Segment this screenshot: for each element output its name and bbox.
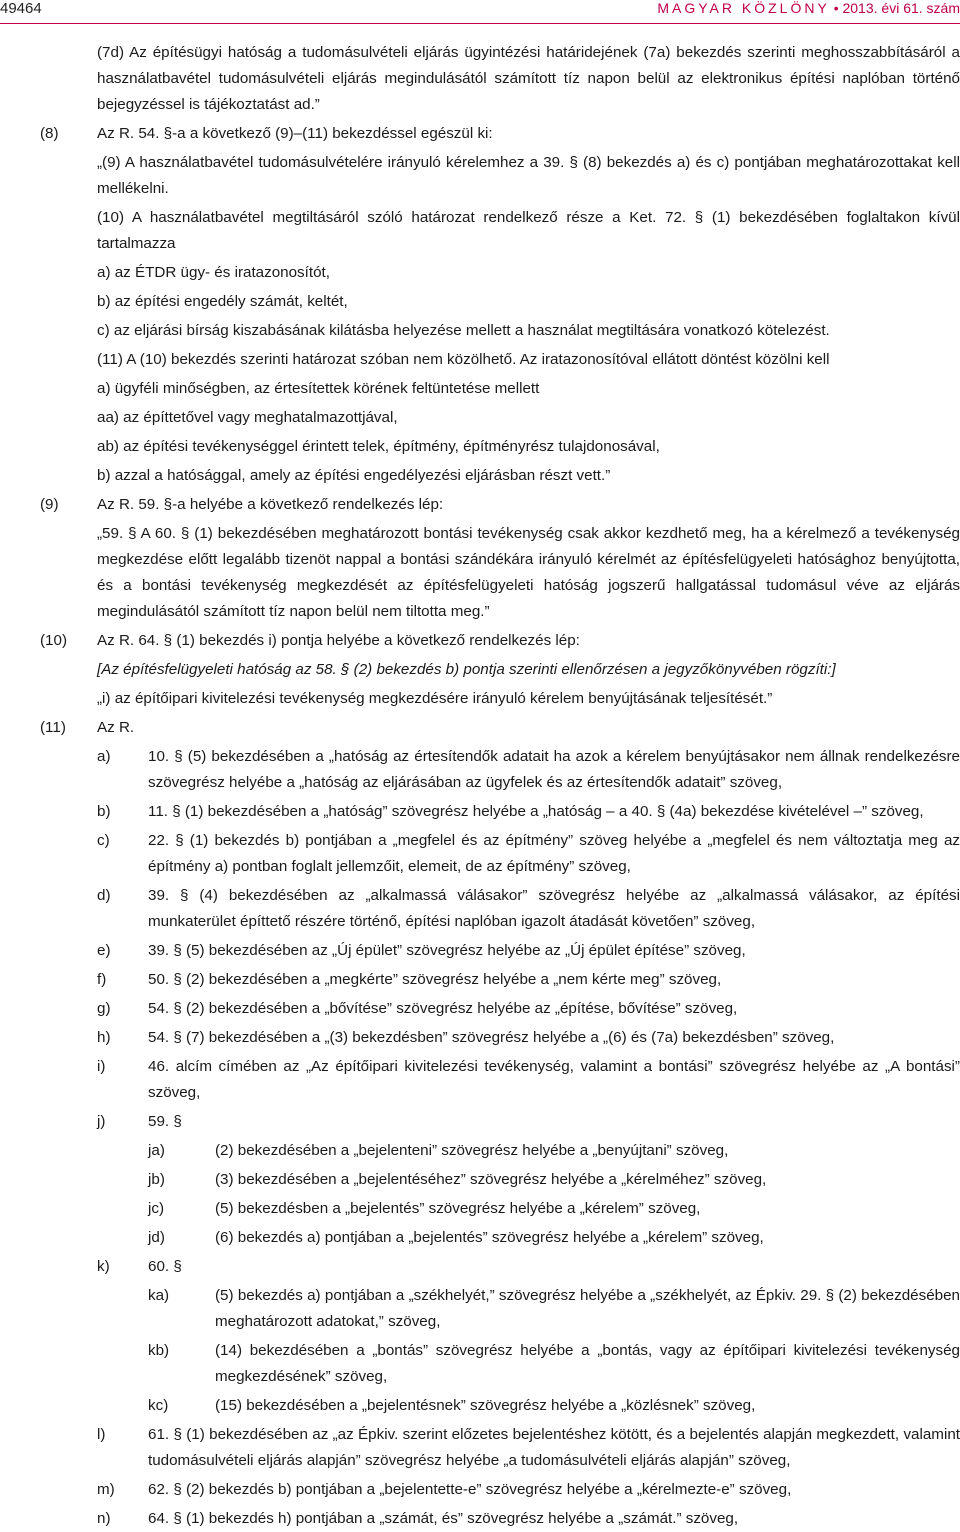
paragraph-59: „59. § A 60. § (1) bekezdésében meghatározott bontási tevékenység csak akkor kezdhető meg, ha a kérelmező a tevékenység megkezdése előtt legalább tizenöt nappal a bontási szándékára irányuló kérelmét az építésfelügyeleti hatósághoz benyújtotta, és a bontási tevékenység megkezdését az építésfelügyeleti hatóság jogszerű hallgatással tudomásul véve az eljárás megindulásától számított tíz napon belül nem tiltotta meg.” (97, 525, 960, 620)
section-number: (11) (40, 719, 66, 736)
amendment-item-c: c) 22. § (1) bekezdés b) pontjában a „megfelel és az építmény” szöveg helyébe a „megfelel és nem változtatja meg az építmény a) pontban foglalt jellemzőit, elemeit, de az építmény” szöveg, (0, 828, 960, 880)
amendment-item-b: b) 11. § (1) bekezdésében a „hatóság” szövegrész helyébe a „hatóság – a 40. § (4a) bekezdése kivételével –” szöveg, (0, 799, 960, 825)
subitem-label: jd) (148, 1229, 165, 1246)
list-item-b: b) azzal a hatósággal, amely az építési engedélyezési eljárásban részt vett.” (97, 467, 611, 484)
amendment-item-a: a) 10. § (5) bekezdésében a „hatóság az értesítendők adatait ha azok a kérelem benyújtásakor nem állnak rendelkezésre szövegrész helyébe a „hatóság az eljárásában az ügyfelek és az értesítendők adatait” szöveg, (0, 744, 960, 796)
paragraph-64-i: „i) az építőipari kivitelezési tevékenység megkezdésére irányuló kérelem benyújtásának teljesítését.” (97, 690, 773, 707)
amendment-subitem-jb: jb) (3) bekezdésében a „bejelentéséhez” szövegrész helyébe a „kérelméhez” szöveg, (0, 1167, 960, 1193)
header-rule (0, 23, 960, 24)
list-item-aa: aa) az építtetővel vagy meghatalmazottjával, (97, 409, 398, 426)
list-item-c: c) az eljárási bírság kiszabásának kilátásba helyezése mellett a használat megtiltására vonatkozó kötelezést. (97, 322, 830, 339)
paragraph-10: (10) A használatbavétel megtiltásáról szóló határozat rendelkező része a Ket. 72. § (1) bekezdésében foglaltakon kívül tartalmazza (97, 209, 960, 252)
amendment-item-d: d) 39. § (4) bekezdésében az „alkalmassá válásakor” szövegrész helyébe az „alkalmassá válásakor, az építési munkaterület építtető részére történő, építési naplóban igazolt átadását követően” szöveg, (0, 883, 960, 935)
item-label: i) (97, 1058, 106, 1075)
section-10: (10) Az R. 64. § (1) bekezdés i) pontja helyébe a következő rendelkezés lép: (0, 628, 960, 654)
page-header (0, 0, 960, 26)
list-item-a: a) az ÉTDR ügy- és iratazonosítót, (97, 264, 330, 281)
amendment-item-e: e) 39. § (5) bekezdésében az „Új épület” szövegrész helyébe az „Új épület építése” szöveg, (0, 938, 960, 964)
item-label: d) (97, 887, 111, 904)
item-label: l) (97, 1426, 106, 1443)
list-item-ab: ab) az építési tevékenységgel érintett telek, építmény, építményrész tulajdonosával, (97, 438, 660, 455)
item-label: n) (97, 1510, 111, 1527)
item-label: f) (97, 971, 107, 988)
list-item-a: a) ügyféli minőségben, az értesítettek körének feltüntetése mellett (97, 380, 540, 397)
page-number: 49464 (0, 0, 42, 17)
amendment-item-i: i) 46. alcím címében az „Az építőipari kivitelezési tevékenység, valamint a bontási” szövegrész helyébe az „A bontási” szöveg, (0, 1054, 960, 1106)
amendment-item-j: j) 59. § (0, 1109, 960, 1135)
amendment-item-h: h) 54. § (7) bekezdésében a „(3) bekezdésben” szövegrész helyébe a „(6) és (7a) bekezdésben” szöveg, (0, 1025, 960, 1051)
amendment-subitem-jd: jd) (6) bekezdés a) pontjában a „bejelentés” szövegrész helyébe a „kérelem” szöveg, (0, 1225, 960, 1251)
section-number: (8) (40, 125, 59, 142)
amendment-subitem-ka: ka) (5) bekezdés a) pontjában a „székhelyét,” szövegrész helyébe a „székhelyét, az Épkiv. 29. § (2) bekezdésében meghatározott adatokat,” szöveg, (0, 1283, 960, 1335)
subitem-label: ja) (148, 1142, 165, 1159)
amendment-item-n: n) 64. § (1) bekezdés h) pontjában a „számát, és” szövegrész helyébe a „számát.” szöveg, (0, 1506, 960, 1532)
item-label: j) (97, 1113, 106, 1130)
item-label: h) (97, 1029, 111, 1046)
amendment-item-g: g) 54. § (2) bekezdésében a „bővítése” szövegrész helyébe az „építése, bővítése” szöveg, (0, 996, 960, 1022)
publication-name: MAGYAR KÖZLÖNY (657, 0, 830, 16)
amendment-item-k: k) 60. § (0, 1254, 960, 1280)
item-label: g) (97, 1000, 111, 1017)
amendment-subitem-kb: kb) (14) bekezdésében a „bontás” szövegrész helyébe a „bontás, vagy az építőipari kivitelezési tevékenység megkezdésének” szöveg, (0, 1338, 960, 1390)
paragraph-11: (11) A (10) bekezdés szerinti határozat szóban nem közölhető. Az iratazonosítóval ellátott döntést közölni kell (97, 351, 830, 368)
item-label: e) (97, 942, 111, 959)
subitem-label: kb) (148, 1342, 170, 1359)
amendment-item-f: f) 50. § (2) bekezdésében a „megkérte” szövegrész helyébe a „nem kérte meg” szöveg, (0, 967, 960, 993)
document-body (0, 40, 960, 1532)
subitem-label: jb) (148, 1171, 165, 1188)
subitem-label: ka) (148, 1287, 170, 1304)
running-title (657, 0, 960, 16)
section-number: (10) (40, 632, 68, 649)
section-number: (9) (40, 496, 59, 513)
item-label: k) (97, 1258, 110, 1275)
amendment-subitem-kc: kc) (15) bekezdésében a „bejelentésnek” szövegrész helyébe a „közlésnek” szöveg, (0, 1393, 960, 1419)
amendment-item-m: m) 62. § (2) bekezdés b) pontjában a „bejelentette-e” szövegrész helyébe a „kérelmezte-e” szöveg, (0, 1477, 960, 1503)
list-item-b: b) az építési engedély számát, keltét, (97, 293, 348, 310)
section-8: (8) Az R. 54. §-a a következő (9)–(11) bekezdéssel egészül ki: (0, 121, 960, 147)
item-label: a) (97, 748, 111, 765)
section-11: (11) Az R. (0, 715, 960, 741)
subitem-label: jc) (148, 1200, 165, 1217)
paragraph-9: „(9) A használatbavétel tudomásulvételére irányuló kérelemhez a 39. § (8) bekezdés a) és c) pontjában meghatározottakat kell mellékelni. (97, 154, 960, 197)
paragraph-7d: (7d) Az építésügyi hatóság a tudomásulvételi eljárás ügyintézési határidejének (7a) bekezdés szerinti meghosszabbításáról a használatbavétel tudomásulvételi eljárás megindulásától számított tíz napon belül az elektronikus építési naplóban történő bejegyzéssel is tájékoztatást ad.” (97, 44, 960, 113)
section-9: (9) Az R. 59. §-a helyébe a következő rendelkezés lép: (0, 492, 960, 518)
amendment-item-l: l) 61. § (1) bekezdésében az „az Épkiv. szerint előzetes bejelentéshez kötött, és a bejelentés alapján megkezdett, valamint tudomásulvételi eljárás alapján” szövegrész helyébe „a tudomásulvételi eljárás alapján” szöveg, (0, 1422, 960, 1474)
italic-context: [Az építésfelügyeleti hatóság az 58. § (2) bekezdés b) pontja szerinti ellenőrzésen a jegyzőkönyvében rögzíti:] (97, 661, 836, 678)
amendment-subitem-ja: ja) (2) bekezdésében a „bejelenteni” szövegrész helyébe a „benyújtani” szöveg, (0, 1138, 960, 1164)
subitem-label: kc) (148, 1397, 169, 1414)
issue-label: • 2013. évi 61. szám (833, 0, 960, 16)
item-label: m) (97, 1481, 115, 1498)
item-label: b) (97, 803, 111, 820)
item-label: c) (97, 832, 110, 849)
amendment-subitem-jc: jc) (5) bekezdésben a „bejelentés” szövegrész helyébe a „kérelem” szöveg, (0, 1196, 960, 1222)
